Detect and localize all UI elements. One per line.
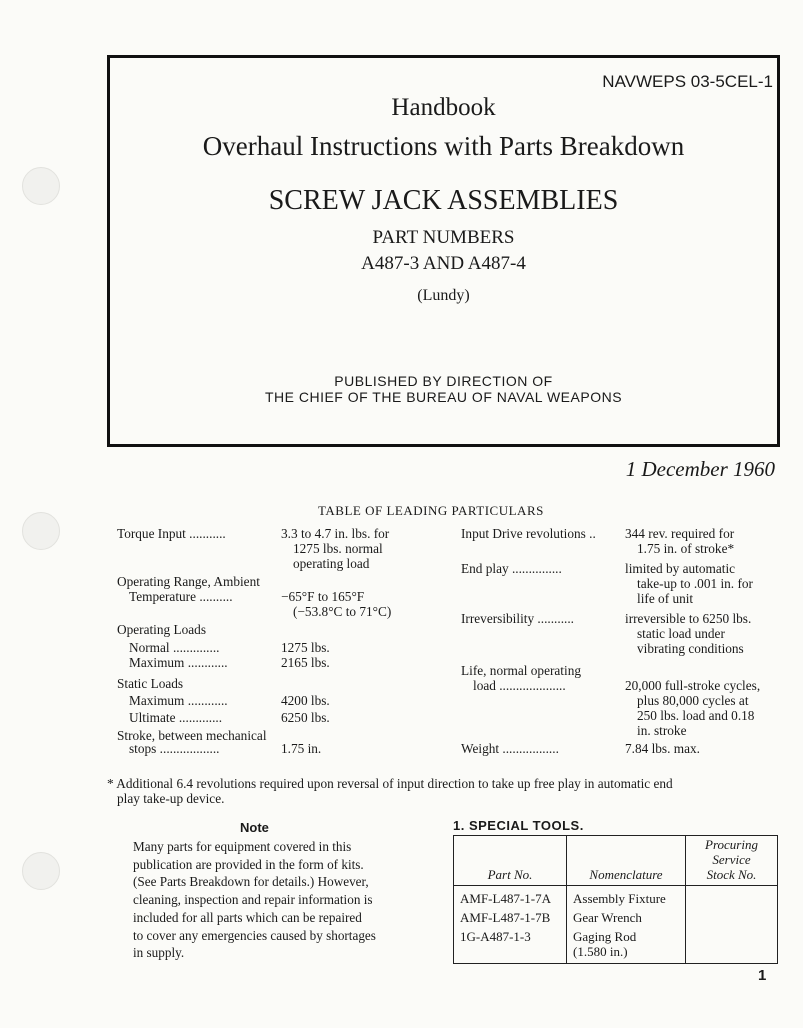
particular-label: Stroke, between mechanical [117,728,267,743]
special-tools-table [453,835,778,964]
particular-value: 4200 lbs. [281,693,330,708]
particular-label: Irreversibility ........... [461,611,574,626]
particular-value: static load under [637,626,725,641]
col-part-no: Part No. [454,836,567,886]
particular-value: life of unit [637,591,694,606]
binder-hole [22,852,60,890]
particular-label: load .................... [473,678,566,693]
particular-value: 20,000 full-stroke cycles, [625,678,761,693]
nomenclature: Gear Wrench [567,908,686,927]
footnote-2: play take-up device. [117,791,225,806]
note-line: to cover any emergencies caused by shortages [133,927,376,943]
particular-value: limited by automatic [625,561,736,576]
col-stock-line: Stock No. [706,867,757,882]
col-stock-line: Procuring [705,837,758,852]
published-by-2: THE CHIEF OF THE BUREAU OF NAVAL WEAPONS [264,389,623,405]
particular-value: 7.84 lbs. max. [625,741,700,756]
col-stock-no [686,836,778,886]
particular-value: 250 lbs. load and 0.18 [637,708,755,723]
particular-label: Static Loads [117,676,184,691]
note-line: (See Parts Breakdown for details.) However, [133,874,369,890]
page-number: 1 [758,967,767,984]
particular-label: Torque Input ........... [117,526,226,541]
particular-label: Normal .............. [129,640,220,655]
page-title: SCREW JACK ASSEMBLIES [268,185,619,216]
note-line: Many parts for equipment covered in this [133,839,352,854]
particular-label: Maximum ............ [129,693,228,708]
particular-value: 2165 lbs. [281,655,330,670]
particular-label: Temperature .......... [129,589,233,604]
particular-label: Ultimate ............. [129,710,223,725]
table-row [454,927,778,964]
particular-value: vibrating conditions [637,641,744,656]
particular-label: Operating Loads [117,622,206,637]
part-numbers: A487-3 AND A487-4 [361,253,526,274]
particular-value: operating load [293,556,370,571]
particulars-title: TABLE OF LEADING PARTICULARS [318,503,544,518]
note-line: publication are provided in the form of kits. [133,856,364,872]
stock-no [686,927,778,964]
particular-value: 3.3 to 4.7 in. lbs. for [281,526,390,541]
particular-value: (−53.8°C to 71°C) [293,604,392,619]
binder-hole [22,512,60,550]
particular-label: Life, normal operating [461,663,581,678]
table-row [454,886,778,909]
table-header-row [454,836,778,886]
doc-number: NAVWEPS 03-5CEL-1 [602,72,773,91]
note-body [133,838,376,962]
particular-value: 6250 lbs. [281,710,330,725]
particular-label: End play ............... [461,561,562,576]
particular-value: in. stroke [637,723,687,738]
part-no: 1G-A487-1-3 [454,927,567,964]
part-numbers-label: PART NUMBERS [372,227,515,248]
particular-value: 344 rev. required for [625,526,735,541]
stock-no [686,886,778,909]
binder-hole [22,167,60,205]
particular-value: 1275 lbs. [281,640,330,655]
nomenclature-line: (1.580 in.) [573,944,628,959]
nomenclature [567,927,686,964]
table-row [454,908,778,927]
particular-value: −65°F to 165°F [281,589,365,604]
col-nomenclature: Nomenclature [567,836,686,886]
footnote: * Additional 6.4 revolutions required upon reversal of input direction to take up free play in automatic end [107,776,673,791]
particular-value: 1.75 in. [281,741,322,756]
particular-value: take-up to .001 in. for [637,576,753,591]
particular-label: Input Drive revolutions .. [461,526,596,541]
publication-date: 1 December 1960 [625,457,775,481]
handbook-label: Handbook [391,94,496,121]
particular-label: Maximum ............ [129,655,228,670]
note-line: included for all parts which can be repaired [133,909,362,925]
particular-value: 1.75 in. of stroke* [637,541,735,556]
particular-value: irreversible to 6250 lbs. [625,611,752,626]
special-tools-heading: 1. SPECIAL TOOLS. [453,818,584,833]
published-by: PUBLISHED BY DIRECTION OF [334,373,553,389]
part-no: AMF-L487-1-7A [454,886,567,909]
part-no: AMF-L487-1-7B [454,908,567,927]
nomenclature: Assembly Fixture [567,886,686,909]
note-line: cleaning, inspection and repair information is [133,892,373,908]
stock-no [686,908,778,927]
nomenclature-line: Gaging Rod [573,929,637,944]
particular-value: 1275 lbs. normal [293,541,383,556]
note-line: in supply. [133,945,185,961]
col-stock-line: Service [712,852,751,867]
subtitle: Overhaul Instructions with Parts Breakdown [202,131,685,161]
manufacturer: (Lundy) [417,287,470,304]
particular-value: plus 80,000 cycles at [637,693,749,708]
particular-label: Operating Range, Ambient [117,574,260,589]
particular-label: stops .................. [129,741,220,756]
note-heading: Note [240,820,269,835]
particular-label: Weight ................. [461,741,559,756]
